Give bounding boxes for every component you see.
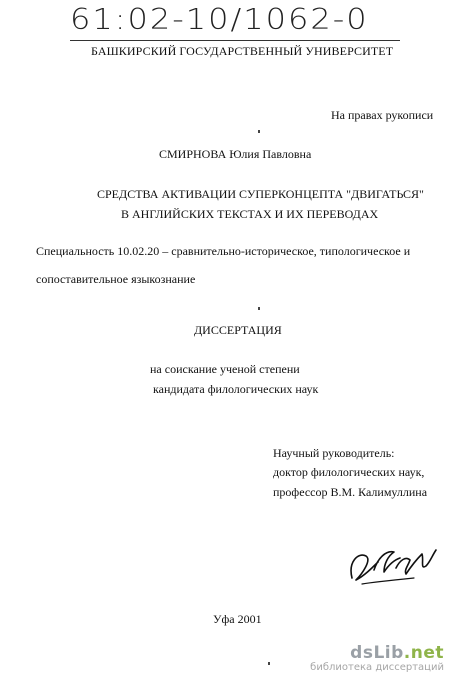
university-name: БАШКИРСКИЙ ГОСУДАРСТВЕННЫЙ УНИВЕРСИТЕТ bbox=[91, 44, 394, 58]
handwritten-signature bbox=[344, 540, 439, 590]
author-name: СМИРНОВА Юлия Павловна bbox=[159, 147, 312, 161]
dslib-watermark bbox=[310, 644, 444, 674]
thesis-title-line-2: В АНГЛИЙСКИХ ТЕКСТАХ И ИХ ПЕРЕВОДАХ bbox=[121, 207, 379, 221]
scan-speck bbox=[258, 130, 260, 133]
supervisor-degree: доктор филологических наук, bbox=[273, 465, 425, 479]
dslib-subtitle: библиотека диссертаций bbox=[310, 662, 444, 673]
specialty-line-1: Специальность 10.02.20 – сравнительно-историческое, типологическое и bbox=[36, 244, 411, 258]
rights-notice: На правах рукописи bbox=[331, 108, 434, 122]
dslib-logo-main: dsLib bbox=[350, 643, 404, 663]
thesis-title-line-1: СРЕДСТВА АКТИВАЦИИ СУПЕРКОНЦЕПТА "ДВИГАТЬСЯ" bbox=[97, 187, 424, 201]
stamp-underline bbox=[70, 40, 400, 41]
degree-line-2: кандидата филологических наук bbox=[153, 382, 319, 396]
archive-stamp-code: 61:02-10/1062-0 bbox=[70, 2, 369, 37]
dslib-logo-accent: .net bbox=[403, 643, 444, 663]
specialty-line-2: сопоставительное языкознание bbox=[36, 272, 196, 286]
supervisor-label: Научный руководитель: bbox=[273, 446, 395, 460]
scan-speck bbox=[258, 307, 260, 310]
supervisor-name: профессор В.М. Калимуллина bbox=[273, 485, 428, 499]
scan-speck bbox=[268, 662, 270, 665]
document-type: ДИССЕРТАЦИЯ bbox=[194, 323, 282, 337]
dslib-logo bbox=[310, 644, 444, 662]
degree-line-1: на соискание ученой степени bbox=[150, 362, 300, 376]
place-and-year: Уфа 2001 bbox=[213, 612, 262, 626]
